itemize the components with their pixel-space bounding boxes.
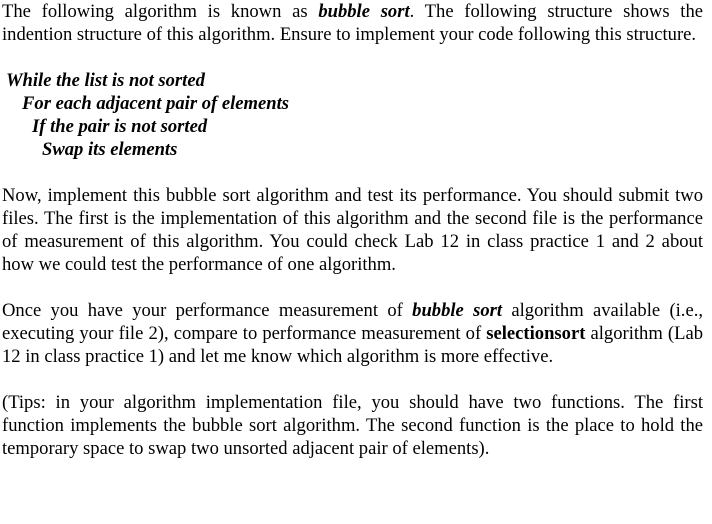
pseudocode-line-while: While the list is not sorted xyxy=(6,70,205,91)
paragraph-spacer xyxy=(2,161,703,184)
comparison-text-middle: algorithm available (i.e., executing your file 2), compare to performance measurement of xyxy=(2,300,703,344)
comparison-text-start: Once you have your performance measurement of xyxy=(2,300,413,321)
paragraph-spacer xyxy=(2,46,703,69)
bubble-sort-term: bubble sort xyxy=(412,300,503,321)
comparison-paragraph xyxy=(2,299,703,368)
bubble-sort-term: bubble sort xyxy=(318,1,410,22)
pseudocode-line-for-each: For each adjacent pair of elements xyxy=(22,93,290,114)
comparison-text-end: algorithm (Lab 12 in class practice 1) and let me know which algorithm is more effective. xyxy=(2,323,703,367)
paragraph-spacer xyxy=(2,368,703,391)
document-body xyxy=(2,0,703,460)
paragraph-spacer xyxy=(2,276,703,299)
tips-paragraph: (Tips: in your algorithm implementation file, you should have two functions. The first function implements the bubble sort algorithm. The second function is the place to hold the temporary space to swap two unsorted adjacent pair of elements). xyxy=(2,392,703,459)
intro-paragraph xyxy=(2,0,703,46)
intro-text-end: . The following structure shows the indention structure of this algorithm. Ensure to implement your code following this structure. xyxy=(2,1,704,45)
selectionsort-term: selectionsort xyxy=(486,323,586,344)
implementation-paragraph: Now, implement this bubble sort algorithm and test its performance. You should submit two files. The first is the implementation of this algorithm and the second file is the performance of measurement of this algorithm. You could check Lab 12 in class practice 1 and 2 about how we could test the performance of one algorithm. xyxy=(2,185,703,275)
pseudocode-line-swap: Swap its elements xyxy=(42,139,178,160)
intro-text-start: The following algorithm is known as xyxy=(2,1,319,22)
pseudocode-block xyxy=(2,69,703,161)
pseudocode-line-if: If the pair is not sorted xyxy=(32,116,208,137)
